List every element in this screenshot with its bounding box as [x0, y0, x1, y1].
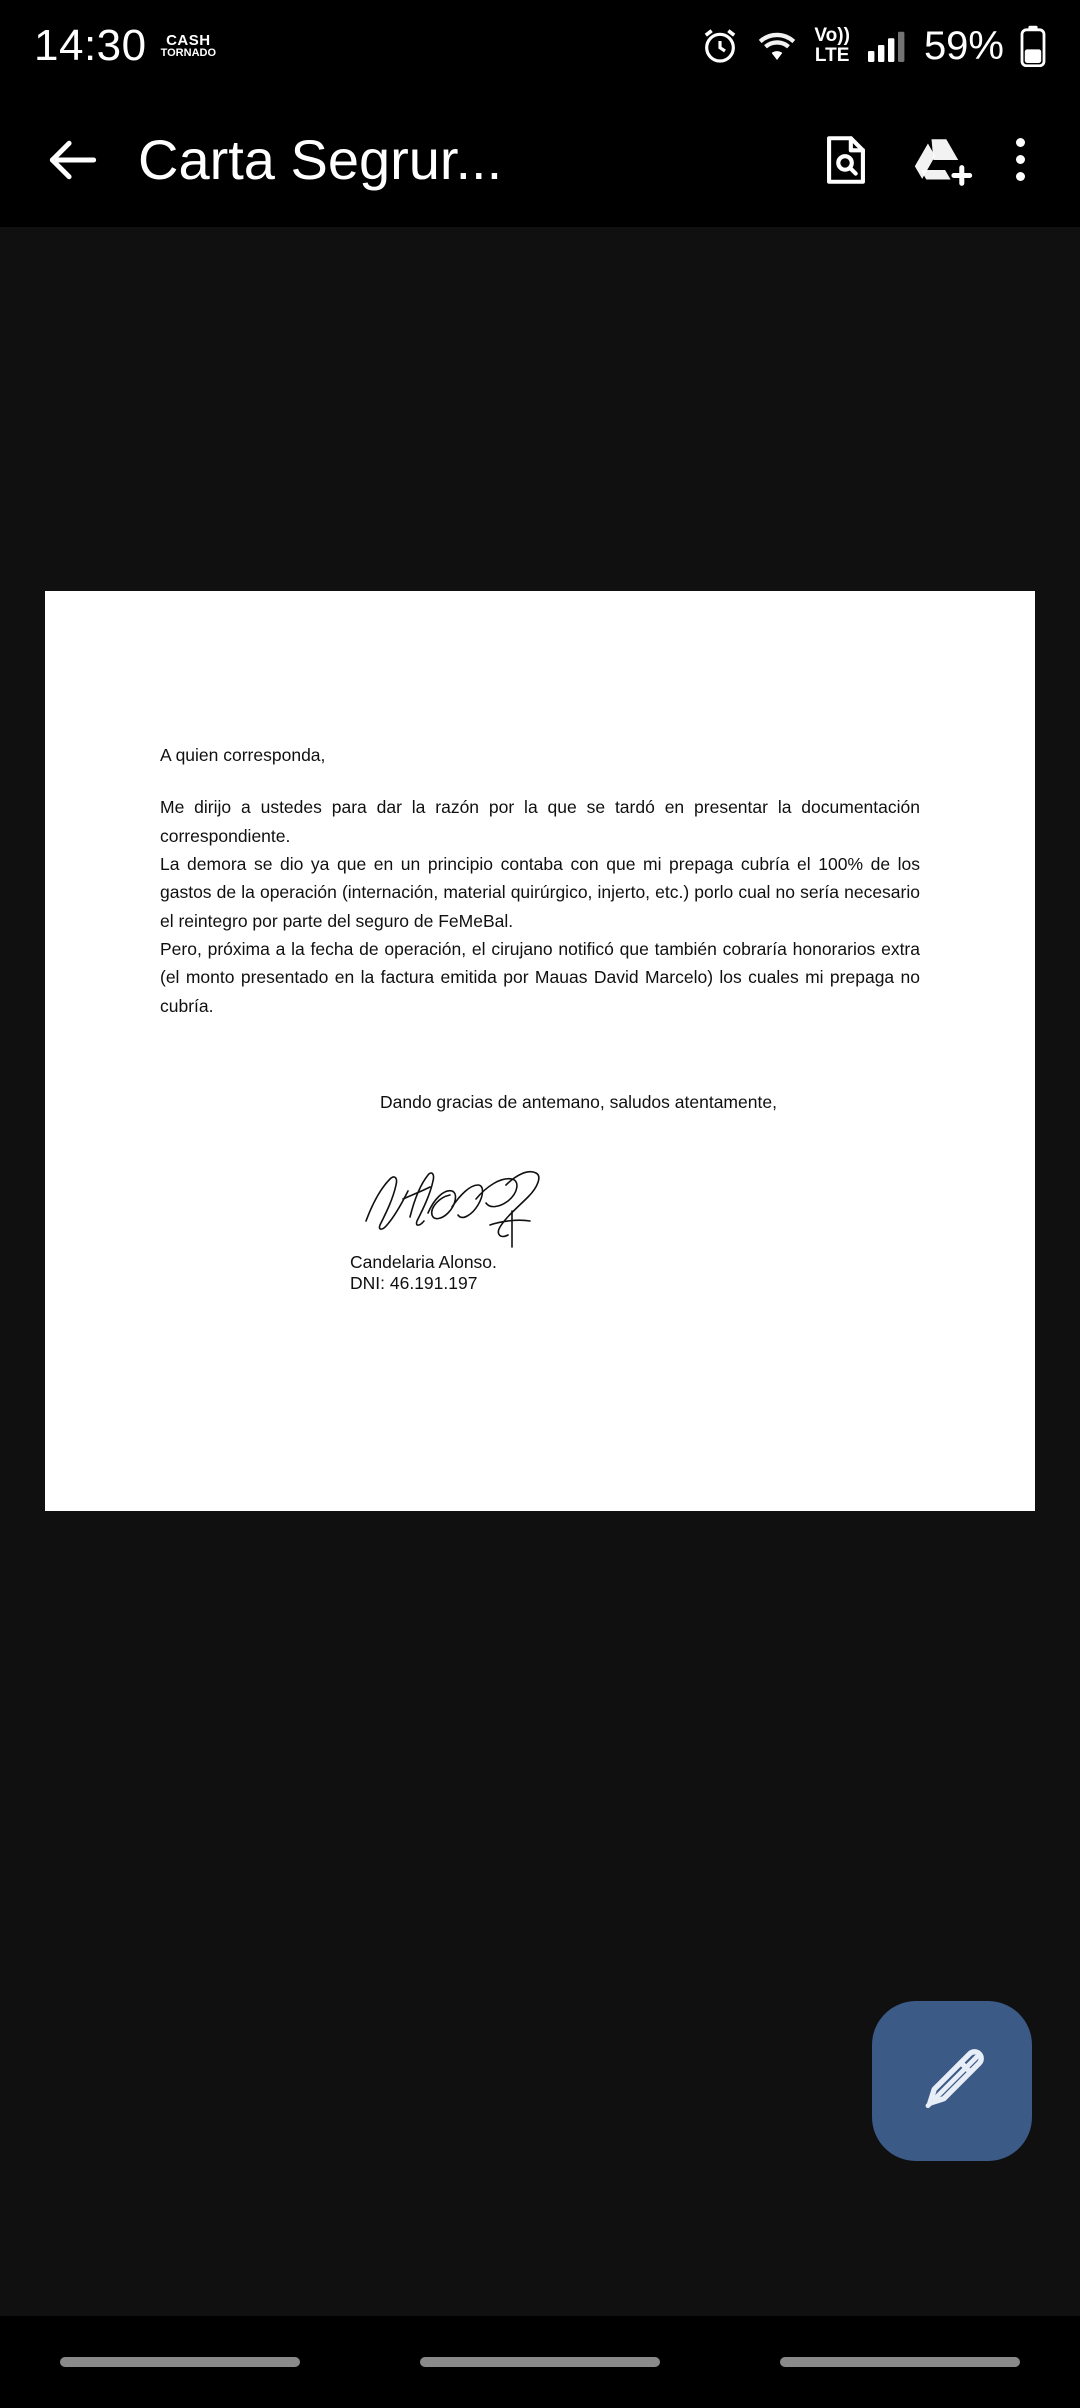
letter-salutation: A quien corresponda, [160, 745, 326, 765]
status-bar [0, 0, 1080, 92]
letter-body [160, 741, 920, 1020]
more-vertical-icon [1016, 155, 1025, 164]
back-button[interactable] [30, 117, 116, 203]
handwritten-signature-icon [360, 1155, 560, 1250]
home-pill[interactable] [420, 2357, 660, 2367]
system-navigation-bar [0, 2316, 1080, 2408]
volte-indicator [814, 26, 850, 66]
document-viewer[interactable] [0, 227, 1080, 2408]
signature-block [350, 1155, 920, 1294]
page-title: Carta Segrur... [138, 128, 503, 191]
save-to-drive-button[interactable] [894, 112, 990, 208]
letter-paragraph-1: Me dirijo a ustedes para dar la razón por la que se tardó en presentar la documentación correspondiente. [160, 797, 920, 846]
battery-icon [1020, 25, 1046, 67]
annotate-pen-icon [914, 2043, 990, 2119]
recents-pill[interactable] [60, 2357, 300, 2367]
more-vertical-icon [1016, 138, 1025, 147]
letter-paragraph-3: Pero, próxima a la fecha de operación, el cirujano notificó que también cobraría honorarios extra (el monto presentado en la factura emitida por Mauas David Marcelo) los cuales mi prepaga no cubría. [160, 939, 920, 1016]
volte-label-line1: Vo)) [814, 25, 850, 47]
document-page-content [160, 741, 920, 1294]
letter-closing: Dando gracias de antemano, saludos atentamente, [380, 1092, 777, 1113]
document-scan-button[interactable] [798, 112, 894, 208]
annotate-fab[interactable] [872, 2001, 1032, 2161]
more-options-button[interactable] [990, 112, 1050, 208]
document-page[interactable] [45, 591, 1035, 1511]
battery-percent-label: 59% [923, 23, 1004, 68]
wifi-icon [756, 29, 798, 63]
cellular-signal-icon [866, 29, 906, 63]
signer-dni: DNI: 46.191.197 [350, 1273, 478, 1294]
more-vertical-icon [1016, 172, 1025, 181]
letter-paragraph-2: La demora se dio ya que en un principio contaba con que mi prepaga cubría el 100% de los gastos de la operación (internación, material quirúrgico, injerto, etc.) porlo cual no sería necesario el reintegro por parte del seguro de FeMeBal. [160, 854, 920, 931]
arrow-back-icon [42, 129, 104, 191]
drive-add-icon [911, 131, 973, 189]
status-clock: 14:30 [34, 21, 147, 70]
document-scan-icon [817, 131, 875, 189]
app-bar [0, 92, 1080, 227]
status-bar-right [700, 24, 1046, 69]
alarm-icon [700, 26, 740, 66]
volte-label-line2: LTE [814, 45, 850, 66]
signer-name: Candelaria Alonso. [350, 1252, 497, 1273]
carrier-logo [161, 33, 216, 59]
status-bar-left [34, 21, 216, 71]
carrier-name-line1: CASH [166, 32, 211, 49]
carrier-name-line2: TORNADO [160, 47, 217, 59]
back-pill[interactable] [780, 2357, 1020, 2367]
